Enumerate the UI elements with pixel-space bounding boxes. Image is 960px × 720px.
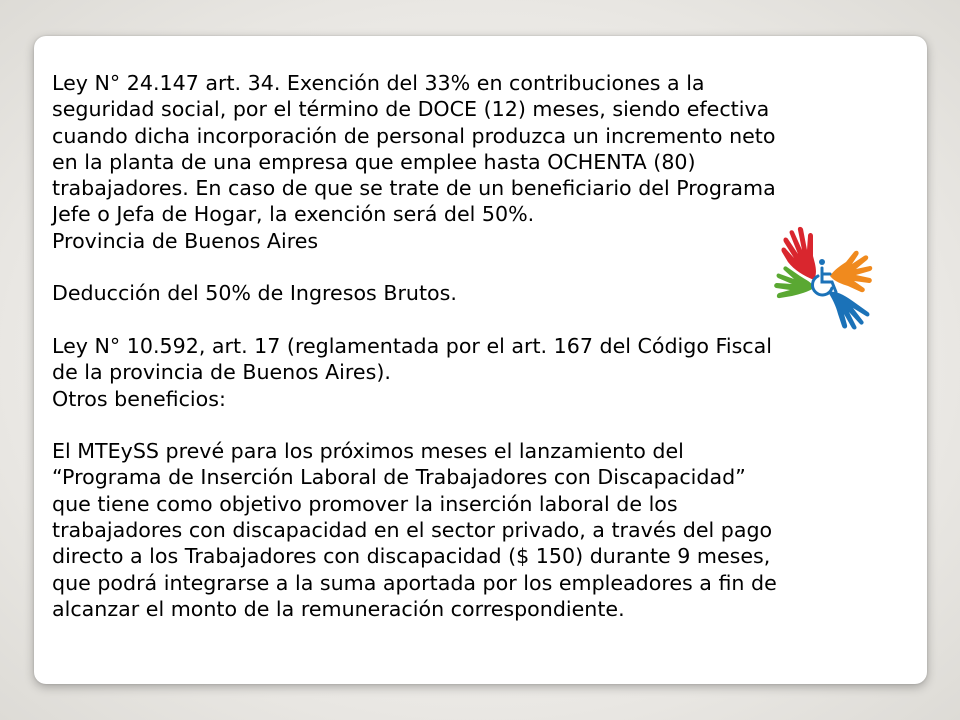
- text-line: Provincia de Buenos Aires: [52, 228, 319, 253]
- text-line: trabajadores. En caso de que se trate de un beneficiario del Programa: [52, 176, 776, 201]
- blank-line: [52, 412, 922, 438]
- text-line: seguridad social, por el término de DOCE (12) meses, siendo efectiva: [52, 97, 770, 122]
- text-line: Jefe o Jefa de Hogar, la exención será del 50%.: [52, 202, 535, 227]
- text-line: El MTEySS prevé para los próximos meses el lanzamiento del: [52, 439, 684, 464]
- text-line: que tiene como objetivo promover la inserción laboral de los: [52, 491, 678, 516]
- text-line: Ley N° 10.592, art. 17 (reglamentada por el art. 167 del Código Fiscal: [52, 333, 772, 358]
- text-line: cuando dicha incorporación de personal produzca un incremento neto: [52, 123, 776, 148]
- text-line: directo a los Trabajadores con discapacidad ($ 150) durante 9 meses,: [52, 544, 771, 569]
- text-line: de la provincia de Buenos Aires).: [52, 360, 391, 385]
- text-line: “Programa de Inserción Laboral de Trabajadores con Discapacidad”: [52, 465, 746, 490]
- text-line: Ley N° 24.147 art. 34. Exención del 33% en contribuciones a la: [52, 71, 705, 95]
- slide-body-text: [52, 70, 922, 622]
- text-line: en la planta de una empresa que emplee hasta OCHENTA (80): [52, 149, 696, 174]
- blue-hand-shape: [828, 292, 869, 330]
- orange-hand-shape: [830, 251, 872, 292]
- text-line: Otros beneficios:: [52, 386, 226, 411]
- text-line: alcanzar el monto de la remuneración correspondiente.: [52, 596, 625, 621]
- wheelchair-hands-logo-icon: [774, 226, 874, 338]
- text-line: trabajadores con discapacidad en el sector privado, a través del pago: [52, 518, 773, 543]
- text-line: Deducción del 50% de Ingresos Brutos.: [52, 281, 457, 306]
- text-line: que podrá integrarse a la suma aportada por los empleadores a fin de: [52, 570, 777, 595]
